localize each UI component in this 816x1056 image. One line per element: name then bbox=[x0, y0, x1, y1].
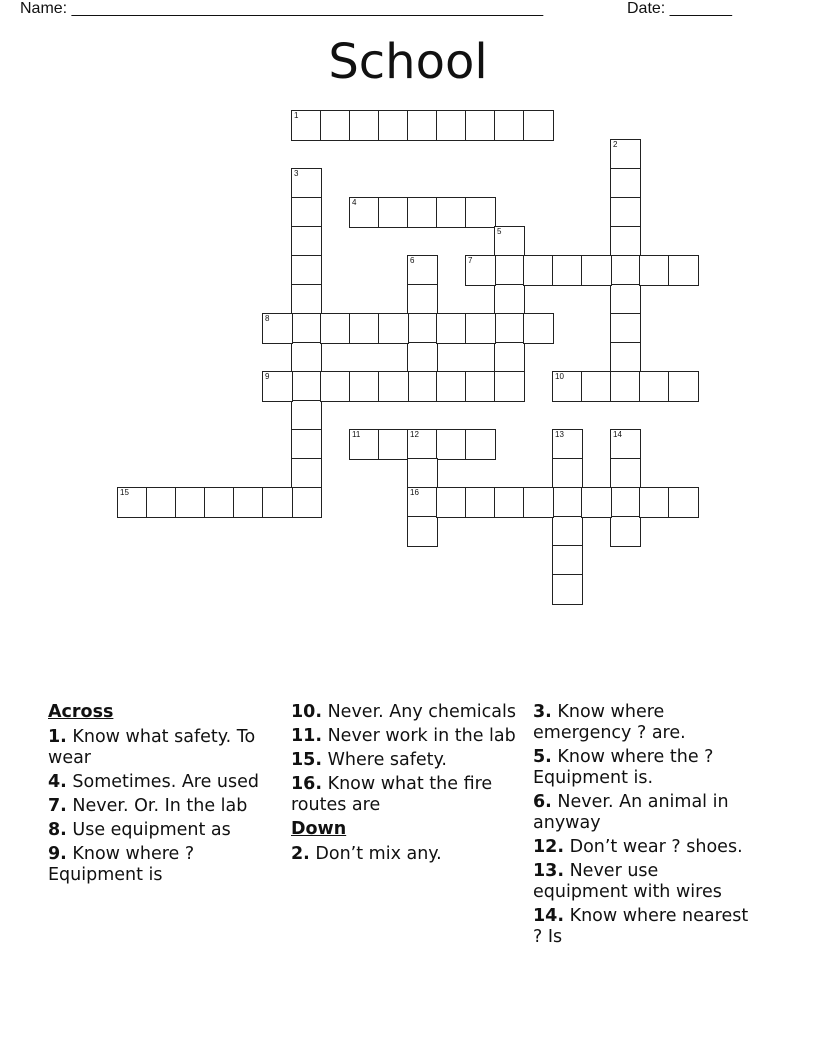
grid-cell[interactable] bbox=[291, 371, 322, 402]
grid-cell[interactable] bbox=[378, 371, 409, 402]
cell-number: 14 bbox=[613, 430, 622, 439]
clue-column-3 bbox=[533, 702, 758, 951]
grid-cell[interactable] bbox=[523, 487, 554, 518]
cell-number: 15 bbox=[120, 488, 129, 497]
grid-cell[interactable] bbox=[494, 226, 525, 257]
grid-cell[interactable] bbox=[117, 487, 148, 518]
grid-cell[interactable] bbox=[465, 255, 496, 286]
grid-cell[interactable] bbox=[407, 516, 438, 547]
grid-cell[interactable] bbox=[552, 429, 583, 460]
grid-cell[interactable] bbox=[436, 429, 467, 460]
grid-cell[interactable] bbox=[436, 110, 467, 141]
clue-across-7: 7. Never. Or. In the lab bbox=[48, 796, 248, 816]
cell-number: 12 bbox=[410, 430, 419, 439]
grid-cell[interactable] bbox=[552, 255, 583, 286]
cell-number: 5 bbox=[497, 227, 502, 236]
grid-cell[interactable] bbox=[610, 284, 641, 315]
clue-across-16: 16. Know what the fire routes are bbox=[291, 774, 493, 815]
grid-cell[interactable] bbox=[552, 545, 583, 576]
grid-cell[interactable] bbox=[349, 429, 380, 460]
cell-number: 13 bbox=[555, 430, 564, 439]
cell-number: 7 bbox=[468, 256, 473, 265]
clue-across-1: 1. Know what safety. To wear bbox=[48, 727, 256, 768]
grid-cell[interactable] bbox=[349, 313, 380, 344]
grid-cell[interactable] bbox=[581, 371, 612, 402]
clue-down-5: 5. Know where the ? Equipment is. bbox=[533, 747, 714, 788]
grid-cell[interactable] bbox=[465, 313, 496, 344]
cell-number: 10 bbox=[555, 372, 564, 381]
grid-cell[interactable] bbox=[523, 110, 554, 141]
grid-cell[interactable] bbox=[146, 487, 177, 518]
grid-cell[interactable] bbox=[668, 371, 699, 402]
grid-cell[interactable] bbox=[407, 255, 438, 286]
grid-cell[interactable] bbox=[407, 371, 438, 402]
clue-across-10: 10. Never. Any chemicals bbox=[291, 702, 516, 722]
puzzle-title: School bbox=[328, 34, 488, 90]
grid-cell[interactable] bbox=[610, 197, 641, 228]
grid-cell[interactable] bbox=[407, 284, 438, 315]
grid-cell[interactable] bbox=[291, 313, 322, 344]
grid-cell[interactable] bbox=[407, 342, 438, 373]
grid-cell[interactable] bbox=[610, 487, 641, 518]
grid-cell[interactable] bbox=[407, 487, 438, 518]
grid-cell[interactable] bbox=[610, 458, 641, 489]
grid-cell[interactable] bbox=[291, 487, 322, 518]
grid-cell[interactable] bbox=[610, 516, 641, 547]
grid-cell[interactable] bbox=[610, 226, 641, 257]
grid-cell[interactable] bbox=[320, 371, 351, 402]
grid-cell[interactable] bbox=[610, 371, 641, 402]
clue-across-15: 15. Where safety. bbox=[291, 750, 447, 770]
grid-cell[interactable] bbox=[610, 313, 641, 344]
name-field-label[interactable]: Name: _____________________________________________________ bbox=[20, 0, 544, 17]
grid-cell[interactable] bbox=[291, 168, 322, 199]
grid-cell[interactable] bbox=[465, 487, 496, 518]
date-field-label[interactable]: Date: _______ bbox=[627, 0, 732, 17]
grid-cell[interactable] bbox=[668, 487, 699, 518]
grid-cell[interactable] bbox=[407, 429, 438, 460]
grid-cell[interactable] bbox=[523, 313, 554, 344]
grid-cell[interactable] bbox=[320, 110, 351, 141]
cell-number: 9 bbox=[265, 372, 270, 381]
grid-cell[interactable] bbox=[668, 255, 699, 286]
grid-cell[interactable] bbox=[291, 197, 322, 228]
across-heading: Across bbox=[48, 702, 114, 722]
grid-cell[interactable] bbox=[407, 110, 438, 141]
grid-cell[interactable] bbox=[262, 313, 293, 344]
grid-cell[interactable] bbox=[552, 458, 583, 489]
clue-across-4: 4. Sometimes. Are used bbox=[48, 772, 260, 792]
clue-down-3: 3. Know where emergency ? are. bbox=[533, 702, 686, 743]
grid-cell[interactable] bbox=[262, 487, 293, 518]
grid-cell[interactable] bbox=[291, 284, 322, 315]
grid-cell[interactable] bbox=[494, 284, 525, 315]
grid-cell[interactable] bbox=[262, 371, 293, 402]
clue-down-12: 12. Don’t wear ? shoes. bbox=[533, 837, 743, 857]
grid-cell[interactable] bbox=[494, 487, 525, 518]
grid-cell[interactable] bbox=[465, 110, 496, 141]
grid-cell[interactable] bbox=[175, 487, 206, 518]
grid-cell[interactable] bbox=[407, 197, 438, 228]
grid-cell[interactable] bbox=[610, 168, 641, 199]
grid-cell[interactable] bbox=[407, 313, 438, 344]
grid-cell[interactable] bbox=[291, 400, 322, 431]
cell-number: 16 bbox=[410, 488, 419, 497]
grid-cell[interactable] bbox=[436, 371, 467, 402]
grid-cell[interactable] bbox=[349, 371, 380, 402]
grid-cell[interactable] bbox=[610, 429, 641, 460]
grid-cell[interactable] bbox=[291, 429, 322, 460]
down-heading: Down bbox=[291, 819, 347, 839]
grid-cell[interactable] bbox=[494, 313, 525, 344]
cell-number: 11 bbox=[352, 430, 361, 439]
grid-cell[interactable] bbox=[349, 110, 380, 141]
clue-down-6: 6. Never. An animal in anyway bbox=[533, 792, 729, 833]
grid-cell[interactable] bbox=[610, 255, 641, 286]
clue-column-2 bbox=[291, 702, 516, 868]
grid-cell[interactable] bbox=[349, 197, 380, 228]
grid-cell[interactable] bbox=[465, 197, 496, 228]
grid-cell[interactable] bbox=[494, 371, 525, 402]
grid-cell[interactable] bbox=[581, 487, 612, 518]
grid-cell[interactable] bbox=[204, 487, 235, 518]
grid-cell[interactable] bbox=[581, 255, 612, 286]
clue-across-11: 11. Never work in the lab bbox=[291, 726, 516, 746]
grid-cell[interactable] bbox=[291, 110, 322, 141]
grid-cell[interactable] bbox=[436, 313, 467, 344]
grid-cell[interactable] bbox=[291, 342, 322, 373]
grid-cell[interactable] bbox=[378, 197, 409, 228]
grid-cell[interactable] bbox=[436, 197, 467, 228]
grid-cell[interactable] bbox=[494, 110, 525, 141]
clue-down-13: 13. Never use equipment with wires bbox=[533, 861, 722, 902]
grid-cell[interactable] bbox=[610, 139, 641, 170]
clue-column-1 bbox=[48, 702, 268, 889]
grid-cell[interactable] bbox=[552, 574, 583, 605]
grid-cell[interactable] bbox=[523, 255, 554, 286]
cell-number: 3 bbox=[294, 169, 299, 178]
grid-cell[interactable] bbox=[378, 429, 409, 460]
cell-number: 4 bbox=[352, 198, 357, 207]
grid-cell[interactable] bbox=[233, 487, 264, 518]
grid-cell[interactable] bbox=[291, 255, 322, 286]
clue-down-2: 2. Don’t mix any. bbox=[291, 844, 442, 864]
grid-cell[interactable] bbox=[320, 313, 351, 344]
grid-cell[interactable] bbox=[494, 342, 525, 373]
grid-cell[interactable] bbox=[291, 226, 322, 257]
grid-cell[interactable] bbox=[465, 371, 496, 402]
grid-cell[interactable] bbox=[552, 516, 583, 547]
cell-number: 2 bbox=[613, 140, 618, 149]
grid-cell[interactable] bbox=[610, 342, 641, 373]
grid-cell[interactable] bbox=[378, 110, 409, 141]
clue-across-8: 8. Use equipment as bbox=[48, 820, 231, 840]
grid-cell[interactable] bbox=[494, 255, 525, 286]
grid-cell[interactable] bbox=[639, 371, 670, 402]
grid-cell[interactable] bbox=[552, 371, 583, 402]
grid-cell[interactable] bbox=[378, 313, 409, 344]
grid-cell[interactable] bbox=[436, 487, 467, 518]
grid-cell[interactable] bbox=[552, 487, 583, 518]
clue-across-9: 9. Know where ? Equipment is bbox=[48, 844, 195, 885]
grid-cell[interactable] bbox=[291, 458, 322, 489]
cell-number: 8 bbox=[265, 314, 270, 323]
grid-cell[interactable] bbox=[465, 429, 496, 460]
grid-cell[interactable] bbox=[639, 487, 670, 518]
cell-number: 1 bbox=[294, 111, 299, 120]
clue-down-14: 14. Know where nearest ? Is bbox=[533, 906, 749, 947]
grid-cell[interactable] bbox=[639, 255, 670, 286]
grid-cell[interactable] bbox=[407, 458, 438, 489]
cell-number: 6 bbox=[410, 256, 415, 265]
